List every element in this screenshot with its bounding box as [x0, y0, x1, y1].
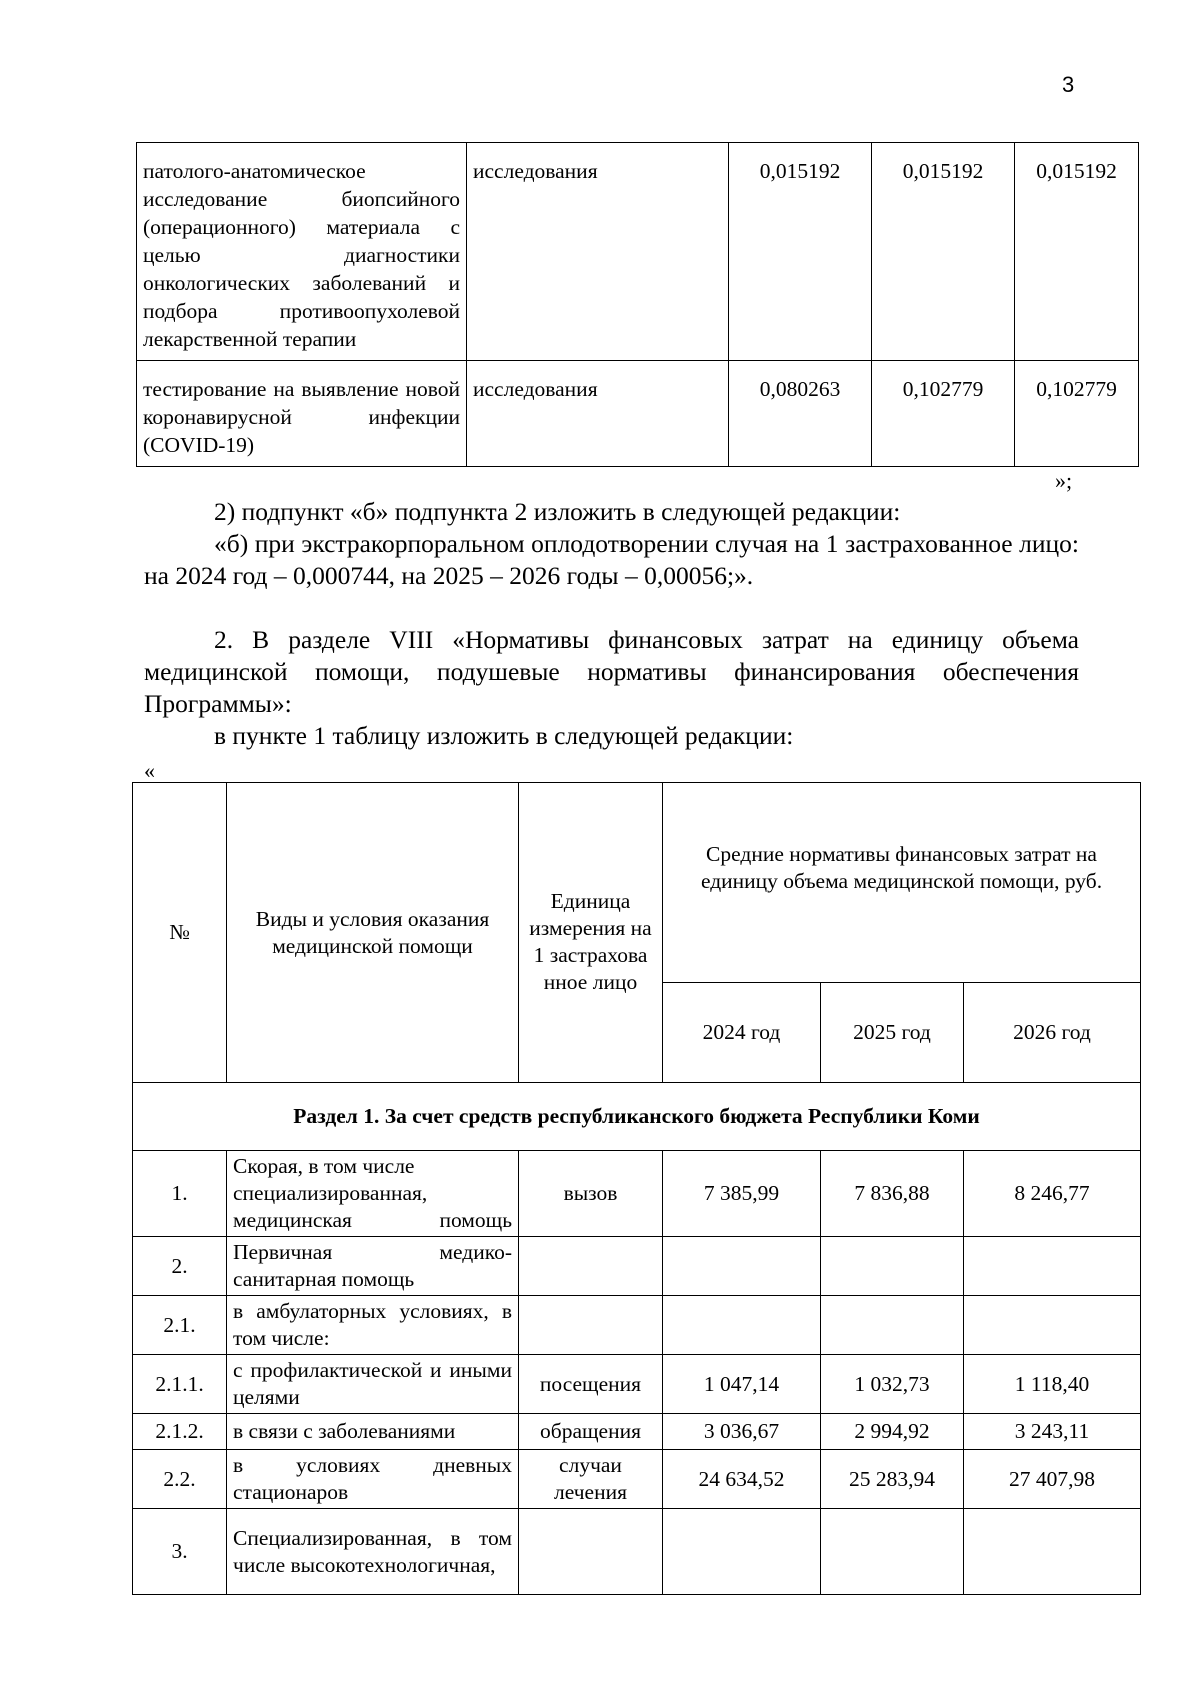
header-2026: 2026 год	[964, 983, 1141, 1083]
table-row	[133, 1414, 1141, 1450]
financial-norms-table	[132, 782, 1141, 1595]
section-title: Раздел 1. За счет средств республиканского бюджета Республики Коми	[133, 1083, 1141, 1151]
row-2026	[964, 1296, 1141, 1355]
value-2026: 0,015192	[1015, 143, 1139, 361]
row-2024	[663, 1296, 821, 1355]
row-2025	[821, 1509, 964, 1595]
value-2025: 0,102779	[872, 361, 1015, 467]
row-2026: 3 243,11	[964, 1414, 1141, 1450]
row-2024: 3 036,67	[663, 1414, 821, 1450]
row-2025	[821, 1296, 964, 1355]
row-num: 2.1.1.	[133, 1355, 227, 1414]
row-unit	[519, 1509, 663, 1595]
paragraph-3: 2. В разделе VIII «Нормативы финансовых затрат на единицу объема медицинской помощи, подушевые нормативы финансирования обеспечения Программы»:	[144, 625, 1079, 718]
header-2024: 2024 год	[663, 983, 821, 1083]
value-2025: 0,015192	[872, 143, 1015, 361]
table-row	[133, 1355, 1141, 1414]
paragraph-1: 2) подпункт «б» подпункта 2 изложить в следующей редакции:	[214, 497, 901, 526]
table-row	[133, 1237, 1141, 1296]
row-2024	[663, 1509, 821, 1595]
top-table	[136, 142, 1139, 467]
value-2026: 0,102779	[1015, 361, 1139, 467]
header-2025: 2025 год	[821, 983, 964, 1083]
unit: исследования	[467, 361, 729, 467]
row-name: в амбулаторных условиях, в том числе:	[227, 1296, 519, 1355]
row-2026: 27 407,98	[964, 1450, 1141, 1509]
paragraph-4: в пункте 1 таблицу изложить в следующей редакции:	[214, 721, 794, 750]
value-2024: 0,080263	[729, 361, 872, 467]
unit: исследования	[467, 143, 729, 361]
table-row	[137, 361, 1139, 467]
row-num: 2.	[133, 1237, 227, 1296]
row-unit	[519, 1237, 663, 1296]
row-unit: вызов	[519, 1151, 663, 1237]
table-row	[133, 1151, 1141, 1237]
service-name: патолого-анатомическое исследование биопсийного (операционного) материала с целью диагностики онкологических заболеваний и подбора противоопухолевой лекарственной терапии	[137, 143, 467, 361]
row-unit: случаи лечения	[519, 1450, 663, 1509]
table-row	[133, 1450, 1141, 1509]
row-2024: 24 634,52	[663, 1450, 821, 1509]
paragraph-2: «б) при экстракорпоральном оплодотворении случая на 1 застрахованное лицо: на 2024 год – 0,000744, на 2025 – 2026 годы – 0,00056;».	[144, 529, 1079, 590]
row-num: 3.	[133, 1509, 227, 1595]
row-unit: обращения	[519, 1414, 663, 1450]
header-row	[133, 783, 1141, 983]
row-2026: 1 118,40	[964, 1355, 1141, 1414]
row-2025: 25 283,94	[821, 1450, 964, 1509]
row-2025	[821, 1237, 964, 1296]
row-unit: посещения	[519, 1355, 663, 1414]
row-2024: 7 385,99	[663, 1151, 821, 1237]
row-2025: 7 836,88	[821, 1151, 964, 1237]
section-row	[133, 1083, 1141, 1151]
value-2024: 0,015192	[729, 143, 872, 361]
row-num: 2.1.	[133, 1296, 227, 1355]
row-2024: 1 047,14	[663, 1355, 821, 1414]
row-2026	[964, 1237, 1141, 1296]
header-norms: Средние нормативы финансовых затрат на единицу объема медицинской помощи, руб.	[663, 783, 1141, 983]
header-unit: Единица измерения на 1 застрахова нное лицо	[519, 783, 663, 1083]
table-row	[133, 1509, 1141, 1595]
opening-quote: «	[144, 758, 155, 783]
row-name: Первичная медико-санитарная помощь	[227, 1237, 519, 1296]
row-2025: 1 032,73	[821, 1355, 964, 1414]
row-2025: 2 994,92	[821, 1414, 964, 1450]
row-name: в связи с заболеваниями	[227, 1414, 519, 1450]
header-types: Виды и условия оказания медицинской помощи	[227, 783, 519, 1083]
table-row	[133, 1296, 1141, 1355]
row-name: в условиях дневных стационаров	[227, 1450, 519, 1509]
row-unit	[519, 1296, 663, 1355]
row-num: 2.2.	[133, 1450, 227, 1509]
service-name: тестирование на выявление новой коронавирусной инфекции (COVID-19)	[137, 361, 467, 467]
closing-quote: »;	[1055, 468, 1073, 493]
row-num: 2.1.2.	[133, 1414, 227, 1450]
row-name: Скорая, в том числе специализированная, медицинская помощь	[227, 1151, 519, 1237]
row-num: 1.	[133, 1151, 227, 1237]
row-2024	[663, 1237, 821, 1296]
header-num: №	[133, 783, 227, 1083]
row-name: Специализированная, в том числе высокотехнологичная,	[227, 1509, 519, 1595]
row-2026	[964, 1509, 1141, 1595]
row-name: с профилактической и иными целями	[227, 1355, 519, 1414]
page-number: 3	[1062, 72, 1075, 97]
row-2026: 8 246,77	[964, 1151, 1141, 1237]
table-row	[137, 143, 1139, 361]
